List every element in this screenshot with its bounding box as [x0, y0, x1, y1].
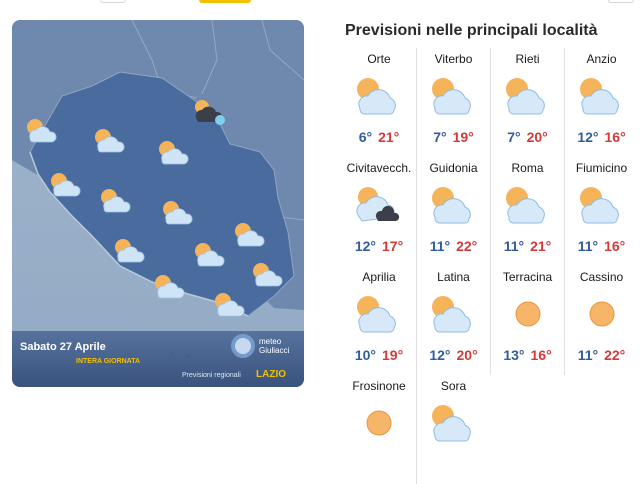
- min-temp: 11°: [429, 238, 451, 254]
- city-name: Aprilia: [362, 270, 396, 284]
- city-temps: [342, 238, 416, 254]
- max-temp: 16°: [530, 347, 552, 363]
- sun-icon: [354, 403, 404, 443]
- city-temps: [417, 456, 490, 472]
- map-footer: [12, 331, 304, 387]
- map-period: INTERA GIORNATA: [76, 358, 141, 365]
- city-name: Latina: [437, 270, 470, 284]
- city-forecast-cell[interactable]: [416, 157, 490, 266]
- city-temps: [417, 129, 490, 145]
- top-tab-active[interactable]: [199, 0, 251, 3]
- city-forecast-cell[interactable]: [416, 375, 490, 484]
- city-forecast-cell[interactable]: [490, 157, 564, 266]
- city-name: Viterbo: [434, 52, 473, 66]
- city-name: Fiumicino: [575, 161, 628, 175]
- max-temp: 17°: [382, 238, 404, 254]
- rain-cloud-icon: [354, 185, 404, 225]
- brand-line2: Giuliacci: [259, 346, 290, 355]
- city-name: Rieti: [515, 52, 540, 66]
- min-temp: 6°: [358, 129, 373, 145]
- brand-text: [259, 337, 289, 355]
- city-name: Cassino: [579, 270, 624, 284]
- meteo-giuliacci-logo-icon: [230, 333, 256, 359]
- sun-icon: [503, 294, 553, 334]
- city-name: Civitavecch.: [346, 161, 412, 175]
- city-temps: [342, 129, 416, 145]
- city-temps: [491, 129, 564, 145]
- top-tab-right[interactable]: [608, 0, 634, 3]
- min-temp: 12°: [429, 347, 451, 363]
- min-temp: 12°: [577, 129, 599, 145]
- forecast-title: Previsioni nelle principali località: [345, 22, 598, 39]
- city-forecast-cell[interactable]: [564, 266, 638, 375]
- city-temps: [491, 238, 564, 254]
- cloudy-icon: [577, 185, 627, 225]
- max-temp: 16°: [604, 238, 626, 254]
- max-temp: 22°: [604, 347, 626, 363]
- max-temp: 19°: [452, 129, 474, 145]
- city-forecast-cell[interactable]: [490, 48, 564, 157]
- min-temp: 13°: [503, 347, 525, 363]
- cloudy-icon: [429, 76, 479, 116]
- city-forecast-cell[interactable]: [416, 48, 490, 157]
- max-temp: 22°: [456, 238, 478, 254]
- top-strip: [0, 0, 640, 6]
- city-temps: [491, 347, 564, 363]
- max-temp: 16°: [604, 129, 626, 145]
- map-date: Sabato 27 Aprile: [20, 341, 106, 353]
- weather-map[interactable]: [12, 20, 304, 387]
- city-name: Frosinone: [352, 379, 406, 393]
- cloudy-icon: [354, 294, 404, 334]
- city-name: Sora: [440, 379, 467, 393]
- map-region-name: LAZIO: [256, 369, 286, 380]
- max-temp: 20°: [526, 129, 548, 145]
- city-temps: [565, 129, 638, 145]
- min-temp: 12°: [354, 238, 376, 254]
- top-tab-left[interactable]: [100, 0, 126, 3]
- city-forecast-cell[interactable]: [342, 48, 416, 157]
- city-name: Terracina: [502, 270, 553, 284]
- min-temp: 10°: [354, 347, 376, 363]
- city-temps: [342, 347, 416, 363]
- city-name: Guidonia: [429, 161, 478, 175]
- cloudy-icon: [429, 294, 479, 334]
- max-temp: 21°: [530, 238, 552, 254]
- min-temp: 11°: [577, 347, 599, 363]
- max-temp: 20°: [456, 347, 478, 363]
- max-temp: 19°: [382, 347, 404, 363]
- city-temps: [417, 238, 490, 254]
- min-temp: 11°: [577, 238, 599, 254]
- city-temps: [417, 347, 490, 363]
- city-forecast-cell[interactable]: [342, 266, 416, 375]
- max-temp: 21°: [378, 129, 400, 145]
- min-temp: 11°: [503, 238, 525, 254]
- city-forecast-cell[interactable]: [416, 266, 490, 375]
- city-forecast-cell[interactable]: [564, 48, 638, 157]
- sun-icon: [577, 294, 627, 334]
- cloudy-icon: [429, 185, 479, 225]
- min-temp: 7°: [507, 129, 521, 145]
- city-temps: [565, 347, 638, 363]
- city-forecast-cell[interactable]: [342, 157, 416, 266]
- cloudy-icon: [503, 76, 553, 116]
- min-temp: 7°: [433, 129, 447, 145]
- brand-line1: meteo: [259, 337, 282, 346]
- city-name: Roma: [511, 161, 544, 175]
- cloudy-icon: [503, 185, 553, 225]
- cloudy-icon: [354, 76, 404, 116]
- map-region-label: Previsioni regionali: [182, 372, 241, 379]
- city-forecast-cell[interactable]: [342, 375, 416, 484]
- cloudy-icon: [429, 403, 479, 443]
- city-temps: [342, 456, 416, 472]
- city-name: Orte: [367, 52, 391, 66]
- city-forecast-cell[interactable]: [490, 266, 564, 375]
- city-temps: [565, 238, 638, 254]
- city-name: Anzio: [586, 52, 617, 66]
- cloudy-icon: [577, 76, 627, 116]
- forecast-grid: [342, 48, 638, 484]
- city-forecast-cell[interactable]: [564, 157, 638, 266]
